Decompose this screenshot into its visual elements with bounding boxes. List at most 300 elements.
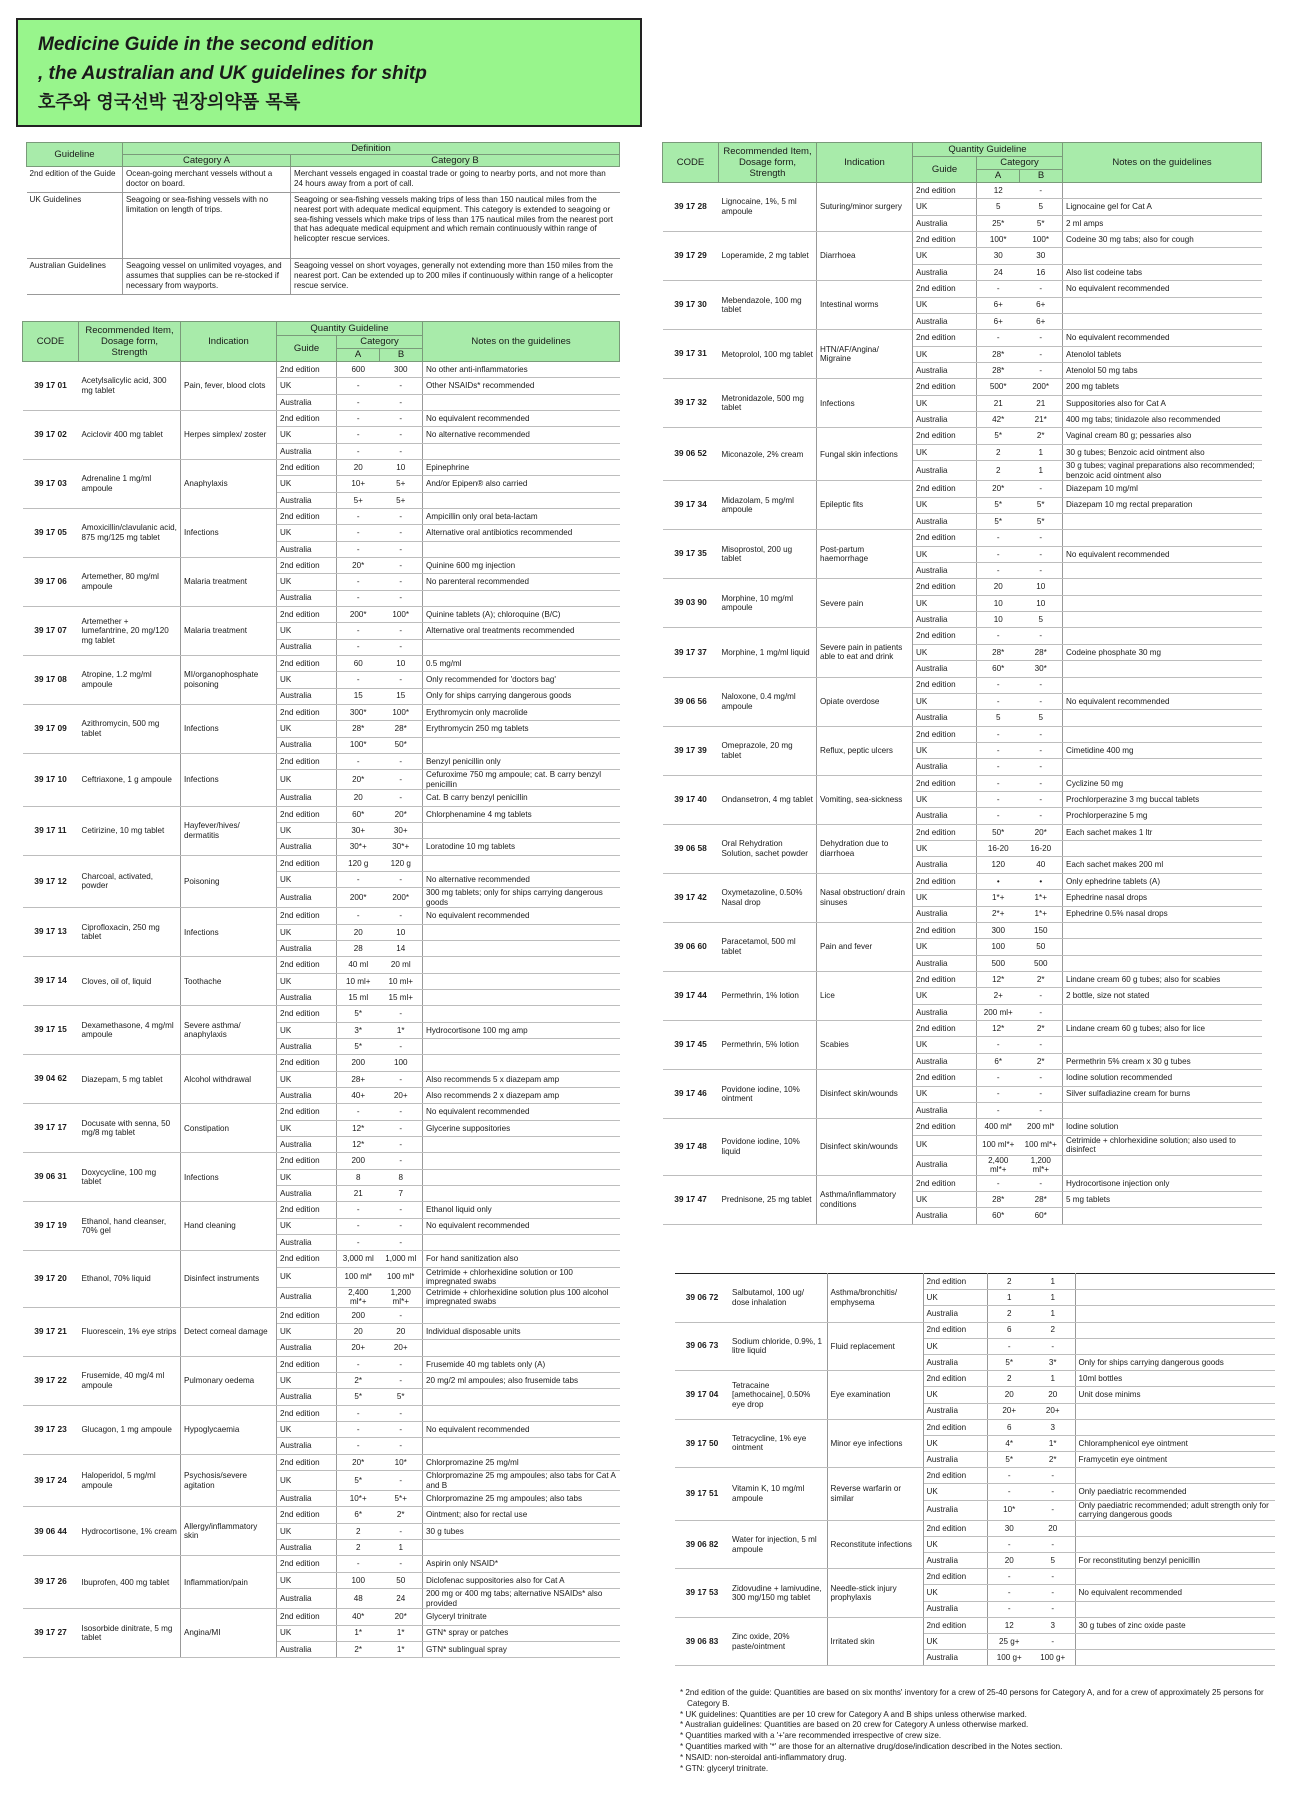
guide-name: Australia: [913, 857, 977, 873]
footnote: * UK guidelines: Quantities are per 10 crew for Category A and B ships unless otherwise marked.: [680, 1709, 1027, 1719]
quantity-category-b: -: [1020, 1037, 1063, 1053]
quantity-category-b: 100 g+: [1031, 1650, 1075, 1666]
item-code: 39 17 21: [23, 1307, 79, 1356]
quantity-category-b: 20*: [380, 806, 423, 822]
guideline-note: [423, 1389, 620, 1405]
quantity-category-b: 30*+: [380, 839, 423, 855]
header-indication: Indication: [817, 143, 913, 183]
quantity-category-b: 24: [380, 1589, 423, 1609]
item-name: Misoprostol, 200 ug tablet: [719, 530, 817, 579]
guide-name: UK: [913, 939, 977, 955]
guideline-note: [1063, 595, 1262, 611]
quantity-category-a: 28: [337, 941, 380, 957]
guideline-note: GTN* spray or patches: [423, 1625, 620, 1641]
guideline-note: No equivalent recommended: [1075, 1585, 1275, 1601]
guideline-note: 5 mg tablets: [1063, 1192, 1262, 1208]
item-code: 39 17 03: [23, 459, 79, 508]
item-code: 39 17 22: [23, 1356, 79, 1405]
guide-name: 2nd edition: [913, 232, 977, 248]
item-code: 39 06 72: [675, 1274, 729, 1323]
item-code: 39 17 17: [23, 1104, 79, 1153]
guide-name: UK: [277, 721, 337, 737]
guideline-note: [1063, 313, 1262, 329]
item-indication: Pain and fever: [817, 922, 913, 971]
header-notes: Notes on the guidelines: [1063, 143, 1262, 183]
guide-name: Australia: [923, 1354, 987, 1370]
quantity-category-a: 48: [337, 1589, 380, 1609]
item-code: 39 06 56: [663, 677, 719, 726]
guide-name: UK: [277, 1218, 337, 1234]
item-name: Docusate with senna, 50 mg/8 mg tablet: [79, 1104, 181, 1153]
table-row: [663, 1070, 1262, 1086]
quantity-category-a: •: [977, 873, 1020, 889]
quantity-category-b: 30+: [380, 822, 423, 838]
table-row: [663, 183, 1262, 199]
quantity-category-b: -: [1020, 330, 1063, 346]
guideline-note: Ephedrine 0.5% nasal drops: [1063, 906, 1262, 922]
guideline-note: [1063, 1155, 1262, 1175]
quantity-category-b: 1*: [380, 1641, 423, 1657]
item-indication: Epileptic fits: [817, 481, 913, 530]
quantity-category-a: 5: [977, 199, 1020, 215]
medicine-table-left: [22, 321, 620, 1658]
header-item: Recommended Item, Dosage form, Strength: [79, 322, 181, 362]
guideline-note: Frusemide 40 mg tablets only (A): [423, 1356, 620, 1372]
item-indication: Severe pain in patients able to eat and drink: [817, 628, 913, 677]
table-row: [23, 1153, 620, 1169]
quantity-category-a: 21: [337, 1185, 380, 1201]
table-row: [675, 1371, 1275, 1387]
item-code: 39 17 20: [23, 1251, 79, 1308]
quantity-category-b: -: [1031, 1338, 1075, 1354]
quantity-category-b: 100*: [380, 606, 423, 622]
quantity-category-b: -: [1031, 1500, 1075, 1520]
guide-name: 2nd edition: [923, 1371, 987, 1387]
item-indication: Reverse warfarin or similar: [827, 1468, 923, 1520]
item-code: 39 17 51: [675, 1468, 729, 1520]
quantity-category-a: 2,400 ml*+: [337, 1287, 380, 1307]
guideline-note: Benzyl penicillin only: [423, 753, 620, 769]
guideline-note: [423, 1540, 620, 1556]
quantity-category-a: 100: [337, 1572, 380, 1588]
quantity-category-b: 8: [380, 1169, 423, 1185]
guide-name: UK: [277, 1523, 337, 1539]
quantity-category-b: -: [380, 1405, 423, 1421]
guide-name: Australia: [913, 759, 977, 775]
guide-name: Australia: [913, 1208, 977, 1224]
guide-name: Australia: [277, 1589, 337, 1609]
quantity-category-b: 1: [1020, 444, 1063, 460]
guide-name: 2nd edition: [277, 362, 337, 378]
item-name: Prednisone, 25 mg tablet: [719, 1175, 817, 1224]
guideline-note: [1063, 939, 1262, 955]
table-row: [675, 1617, 1275, 1633]
guideline-note: No equivalent recommended: [1063, 281, 1262, 297]
table-row: [675, 1569, 1275, 1585]
table-row: [663, 726, 1262, 742]
quantity-category-a: 12*: [977, 971, 1020, 987]
quantity-category-a: 10*: [987, 1500, 1031, 1520]
item-indication: Anaphylaxis: [181, 459, 277, 508]
guide-name: UK: [277, 770, 337, 790]
guide-name: Australia: [277, 541, 337, 557]
guide-name: 2nd edition: [923, 1322, 987, 1338]
quantity-category-b: -: [380, 525, 423, 541]
quantity-category-a: -: [977, 775, 1020, 791]
table-row: [23, 704, 620, 720]
guide-name: 2nd edition: [923, 1520, 987, 1536]
quantity-category-b: 20+: [380, 1087, 423, 1103]
table-row: [23, 606, 620, 622]
guide-name: 2nd edition: [923, 1569, 987, 1585]
quantity-category-a: 5*: [977, 513, 1020, 529]
quantity-category-b: 1: [1031, 1371, 1075, 1387]
guide-name: UK: [913, 444, 977, 460]
quantity-category-a: 15 ml: [337, 990, 380, 1006]
header-indication: Indication: [181, 322, 277, 362]
guideline-note: [1075, 1274, 1275, 1290]
item-code: 39 06 52: [663, 428, 719, 481]
guide-name: 2nd edition: [913, 971, 977, 987]
quantity-category-b: 1,000 ml: [380, 1251, 423, 1267]
quantity-category-b: 2*: [1020, 1053, 1063, 1069]
guideline-note: Chlorphenamine 4 mg tablets: [423, 806, 620, 822]
guide-name: UK: [277, 1373, 337, 1389]
guide-name: 2nd edition: [277, 753, 337, 769]
guideline-note: [423, 1136, 620, 1152]
quantity-category-b: -: [1020, 346, 1063, 362]
quantity-category-a: 6*: [337, 1507, 380, 1523]
item-name: Isosorbide dinitrate, 5 mg tablet: [79, 1609, 181, 1658]
guide-name: Australia: [913, 1004, 977, 1020]
guide-name: 2nd edition: [277, 1556, 337, 1572]
guide-name: 2nd edition: [913, 281, 977, 297]
item-code: 39 06 73: [675, 1322, 729, 1371]
table-row: [23, 1556, 620, 1572]
quantity-category-b: 1*: [380, 1022, 423, 1038]
quantity-category-a: -: [337, 1356, 380, 1372]
header-category-a: A: [337, 349, 380, 362]
definition-guideline: Australian Guidelines: [27, 259, 123, 295]
guide-name: UK: [277, 1120, 337, 1136]
quantity-category-a: 6+: [977, 297, 1020, 313]
quantity-category-a: -: [987, 1585, 1031, 1601]
quantity-category-b: -: [380, 1556, 423, 1572]
guide-name: 2nd edition: [913, 726, 977, 742]
guideline-note: [1063, 297, 1262, 313]
quantity-category-b: 1,200 ml*+: [1020, 1155, 1063, 1175]
quantity-category-b: 5+: [380, 492, 423, 508]
table-row: [675, 1468, 1275, 1484]
quantity-category-a: 20: [337, 790, 380, 806]
quantity-category-b: -: [1020, 808, 1063, 824]
quantity-category-a: 28*: [977, 1192, 1020, 1208]
item-code: 39 06 31: [23, 1153, 79, 1202]
guideline-note: Erythromycin 250 mg tablets: [423, 721, 620, 737]
quantity-category-b: -: [1031, 1634, 1075, 1650]
item-indication: Psychosis/severe agitation: [181, 1454, 277, 1507]
guide-name: Australia: [913, 461, 977, 481]
quantity-category-a: 28*: [977, 362, 1020, 378]
guideline-note: No equivalent recommended: [1063, 330, 1262, 346]
quantity-category-a: -: [337, 427, 380, 443]
quantity-category-a: 28+: [337, 1071, 380, 1087]
guideline-note: [1063, 922, 1262, 938]
guide-name: 2nd edition: [277, 855, 337, 871]
guideline-note: Ethanol liquid only: [423, 1202, 620, 1218]
quantity-category-a: 2*: [337, 1373, 380, 1389]
guide-name: 2nd edition: [913, 330, 977, 346]
item-code: 39 06 44: [23, 1507, 79, 1556]
item-indication: Hypoglycaemia: [181, 1405, 277, 1454]
guide-name: 2nd edition: [913, 428, 977, 444]
item-code: 39 17 29: [663, 232, 719, 281]
guideline-note: Diazepam 10 mg/ml: [1063, 481, 1262, 497]
quantity-category-a: -: [977, 330, 1020, 346]
guide-name: Australia: [913, 808, 977, 824]
item-indication: Hayfever/hives/ dermatitis: [181, 806, 277, 855]
quantity-category-a: -: [337, 623, 380, 639]
guideline-note: [423, 590, 620, 606]
guideline-note: Framycetin eye ointment: [1075, 1452, 1275, 1468]
guide-name: Australia: [277, 443, 337, 459]
quantity-category-b: 1: [1020, 461, 1063, 481]
table-row: [663, 873, 1262, 889]
guide-name: Australia: [277, 1185, 337, 1201]
header-notes: Notes on the guidelines: [423, 322, 620, 362]
guide-name: UK: [923, 1536, 987, 1552]
guideline-note: Permethrin 5% cream x 30 g tubes: [1063, 1053, 1262, 1069]
quantity-category-a: 20*: [977, 481, 1020, 497]
item-name: Mebendazole, 100 mg tablet: [719, 281, 817, 330]
quantity-category-a: 20+: [337, 1340, 380, 1356]
quantity-category-a: 2+: [977, 988, 1020, 1004]
item-name: Artemether, 80 mg/ml ampoule: [79, 557, 181, 606]
item-indication: Fluid replacement: [827, 1322, 923, 1371]
guideline-note: [1063, 726, 1262, 742]
quantity-category-b: 5*: [1020, 497, 1063, 513]
table-row: [663, 971, 1262, 987]
item-indication: Reflux, peptic ulcers: [817, 726, 913, 775]
quantity-category-b: 20: [1031, 1520, 1075, 1536]
item-name: Amoxicillin/clavulanic acid, 875 mg/125 mg tablet: [79, 508, 181, 557]
quantity-category-a: 40 ml: [337, 957, 380, 973]
guide-name: UK: [913, 248, 977, 264]
guide-name: Australia: [277, 688, 337, 704]
quantity-category-b: 2*: [1020, 971, 1063, 987]
table-row: [23, 508, 620, 524]
item-indication: Disinfect skin/wounds: [817, 1070, 913, 1119]
guideline-note: [1063, 513, 1262, 529]
item-code: 39 17 24: [23, 1454, 79, 1507]
quantity-category-a: -: [977, 1102, 1020, 1118]
quantity-category-b: 10: [380, 655, 423, 671]
quantity-category-a: 6: [987, 1322, 1031, 1338]
quantity-category-a: -: [337, 1422, 380, 1438]
quantity-category-a: -: [337, 639, 380, 655]
item-code: 39 17 04: [675, 1371, 729, 1420]
guideline-note: Chlorpromazine 25 mg ampoules; also tabs: [423, 1491, 620, 1507]
guide-name: Australia: [277, 888, 337, 908]
item-indication: Fungal skin infections: [817, 428, 913, 481]
item-code: 39 17 27: [23, 1609, 79, 1658]
guideline-note: [423, 1006, 620, 1022]
guide-name: Australia: [277, 1234, 337, 1250]
quantity-category-b: 100 ml*: [380, 1267, 423, 1287]
quantity-category-a: -: [977, 759, 1020, 775]
table-row: [663, 1021, 1262, 1037]
item-code: 39 17 42: [663, 873, 719, 922]
table-row: [23, 362, 620, 378]
quantity-category-b: -: [380, 639, 423, 655]
item-code: 39 17 06: [23, 557, 79, 606]
banner-title-korean: 호주와 영국선박 권장의약품 목록: [38, 92, 301, 113]
item-indication: Lice: [817, 971, 913, 1020]
guide-name: 2nd edition: [277, 1454, 337, 1470]
item-name: Loperamide, 2 mg tablet: [719, 232, 817, 281]
guideline-note: [423, 1340, 620, 1356]
header-quantity-guideline: Quantity Guideline: [277, 322, 423, 336]
table-row: [23, 1202, 620, 1218]
guide-name: 2nd edition: [913, 1175, 977, 1191]
item-code: 39 17 14: [23, 957, 79, 1006]
guideline-note: [423, 822, 620, 838]
guide-name: 2nd edition: [277, 908, 337, 924]
guideline-note: [423, 1038, 620, 1054]
table-row: [663, 481, 1262, 497]
guideline-note: 30 g tubes: [423, 1523, 620, 1539]
guide-name: UK: [913, 595, 977, 611]
guide-name: UK: [923, 1435, 987, 1451]
guide-name: Australia: [913, 215, 977, 231]
quantity-category-b: 1: [1031, 1274, 1075, 1290]
quantity-category-a: 15: [337, 688, 380, 704]
item-name: Tetracycline, 1% eye ointment: [729, 1419, 827, 1468]
guide-name: Australia: [913, 612, 977, 628]
guideline-note: [1075, 1634, 1275, 1650]
quantity-category-a: 28*: [337, 721, 380, 737]
quantity-category-a: 10: [977, 595, 1020, 611]
item-name: Fluorescein, 1% eye strips: [79, 1307, 181, 1356]
item-indication: MI/organophosphate poisoning: [181, 655, 277, 704]
guide-name: UK: [913, 1135, 977, 1155]
item-name: Morphine, 1 mg/ml liquid: [719, 628, 817, 677]
item-indication: Intestinal worms: [817, 281, 913, 330]
table-row: [23, 957, 620, 973]
table-row: [23, 1251, 620, 1267]
guide-name: 2nd edition: [277, 704, 337, 720]
guideline-note: Iodine solution: [1063, 1119, 1262, 1135]
quantity-category-b: 1: [1031, 1290, 1075, 1306]
item-code: 39 06 83: [675, 1617, 729, 1666]
quantity-category-b: 16-20: [1020, 841, 1063, 857]
medicine-table-right: [662, 142, 1262, 1225]
guideline-note: Cat. B carry benzyl penicillin: [423, 790, 620, 806]
guide-name: 2nd edition: [913, 1070, 977, 1086]
banner-title-line-2: , the Australian and UK guidelines for shitp: [38, 63, 427, 84]
quantity-category-b: 5*: [1020, 513, 1063, 529]
guide-name: UK: [277, 525, 337, 541]
guide-name: 2nd edition: [913, 379, 977, 395]
quantity-category-a: 2: [977, 461, 1020, 481]
guideline-note: [1075, 1569, 1275, 1585]
item-indication: Minor eye infections: [827, 1419, 923, 1468]
item-code: 39 17 08: [23, 655, 79, 704]
guideline-note: For reconstituting benzyl penicillin: [1075, 1553, 1275, 1569]
definition-category-b: Seagoing or sea-fishing vessels making trips of less than 150 nautical miles from the nearest port with adequate medical equipment. This category is extended to seagoing or sea-fishing vessels which make trips of less than 175 nautical miles from the nearest port that has adequate medical equipment and which remain continuously within range of helicopter rescue services.: [291, 193, 620, 259]
definition-category-b: Merchant vessels engaged in coastal trade or going to nearby ports, and not more than 24 hours away from a port of call.: [291, 167, 620, 193]
quantity-category-a: -: [337, 443, 380, 459]
guide-name: UK: [913, 1192, 977, 1208]
quantity-category-a: 200: [337, 1307, 380, 1323]
quantity-category-b: 2*: [1031, 1452, 1075, 1468]
quantity-category-b: -: [1031, 1468, 1075, 1484]
quantity-category-a: -: [337, 672, 380, 688]
item-name: Ceftriaxone, 1 g ampoule: [79, 753, 181, 806]
table-row: [663, 628, 1262, 644]
quantity-category-b: 1*: [1031, 1435, 1075, 1451]
guide-name: Australia: [277, 737, 337, 753]
guideline-note: [1063, 530, 1262, 546]
item-name: Glucagon, 1 mg ampoule: [79, 1405, 181, 1454]
guideline-note: No equivalent recommended: [423, 1422, 620, 1438]
header-category: Category: [337, 336, 423, 349]
quantity-category-a: 5*: [337, 1389, 380, 1405]
quantity-category-b: 30*: [1020, 661, 1063, 677]
guide-name: Australia: [277, 1491, 337, 1507]
quantity-category-b: 15 ml+: [380, 990, 423, 1006]
guide-name: UK: [277, 1022, 337, 1038]
guide-name: 2nd edition: [913, 628, 977, 644]
quantity-category-a: 24: [977, 264, 1020, 280]
quantity-category-a: 5: [977, 710, 1020, 726]
quantity-category-b: 3: [1031, 1419, 1075, 1435]
guide-name: UK: [277, 1169, 337, 1185]
quantity-category-a: -: [337, 410, 380, 426]
item-name: Naloxone, 0.4 mg/ml ampoule: [719, 677, 817, 726]
quantity-category-b: 60*: [1020, 1208, 1063, 1224]
quantity-category-a: 20: [337, 1324, 380, 1340]
guide-name: Australia: [923, 1306, 987, 1322]
quantity-category-a: 5*: [987, 1452, 1031, 1468]
quantity-category-b: 120 g: [380, 855, 423, 871]
guide-name: UK: [923, 1484, 987, 1500]
item-indication: Reconstitute infections: [827, 1520, 923, 1569]
guide-name: 2nd edition: [913, 775, 977, 791]
quantity-category-a: 60*: [977, 1208, 1020, 1224]
guide-name: UK: [277, 1422, 337, 1438]
quantity-category-b: -: [1020, 988, 1063, 1004]
guideline-note: 20 mg/2 ml ampoules; also frusemide tabs: [423, 1373, 620, 1389]
table-row: [675, 1322, 1275, 1338]
quantity-category-b: -: [1020, 1004, 1063, 1020]
quantity-category-b: -: [1031, 1569, 1075, 1585]
guide-name: 2nd edition: [277, 1055, 337, 1071]
quantity-category-a: -: [337, 394, 380, 410]
guideline-note: [423, 1055, 620, 1071]
item-indication: Eye examination: [827, 1371, 923, 1420]
guideline-note: No other anti-inflammatories: [423, 362, 620, 378]
quantity-category-b: 1: [1031, 1306, 1075, 1322]
guideline-note: [1063, 841, 1262, 857]
quantity-category-a: 28*: [977, 644, 1020, 660]
guide-name: Australia: [277, 639, 337, 655]
guideline-note: [423, 1438, 620, 1454]
item-indication: Dehydration due to diarrhoea: [817, 824, 913, 873]
quantity-category-a: -: [337, 590, 380, 606]
guideline-note: Only ephedrine tablets (A): [1063, 873, 1262, 889]
item-indication: Severe asthma/ anaphylaxis: [181, 1006, 277, 1055]
